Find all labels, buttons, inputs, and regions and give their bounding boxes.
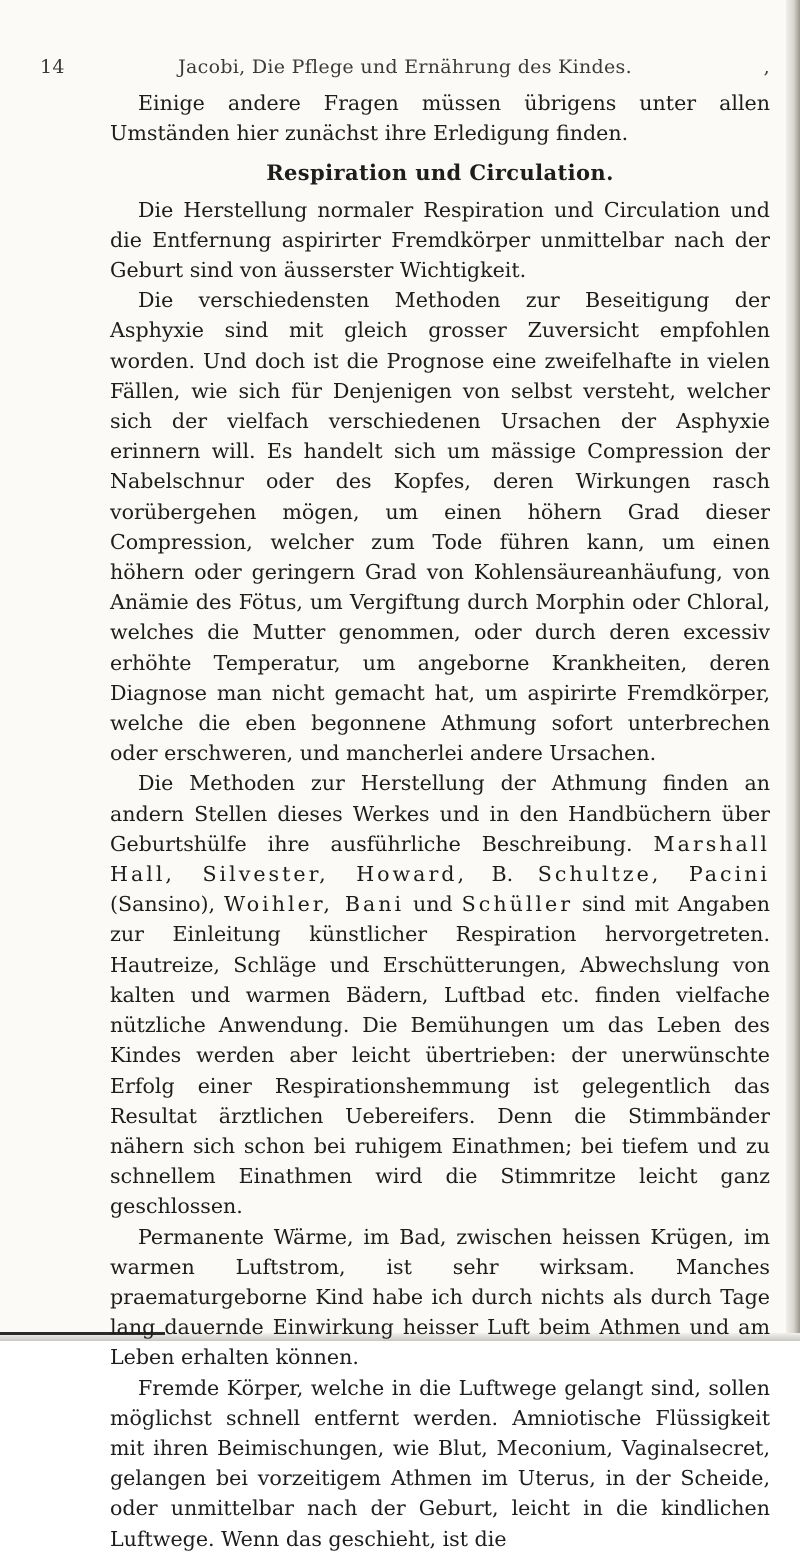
author-names-2: Schultze, Pacini xyxy=(537,862,771,887)
margin-mark: , xyxy=(763,56,770,78)
author-names-1: Marshall Hall, Silvester, Howard, xyxy=(110,831,771,887)
intro-paragraph: Einige andere Fragen müssen übrigens unter allen Umständen hier zunächst ihre Erledigung finden. xyxy=(110,91,770,146)
page-edge-shadow xyxy=(786,0,800,1341)
paragraph-3-text-2: B. xyxy=(491,862,514,887)
paragraph-2: Die verschiedensten Methoden zur Beseitigung der Asphyxie sind mit gleich grosser Zuversicht empfohlen worden. Und doch ist die Prognose eine zweifelhafte in vielen Fällen, wie sich für Denjenigen von selbst versteht, welcher sich der vielfach verschiedenen Ursachen der Asphyxie erinnern will. Es handelt sich um mässige Compression der Nabelschnur oder des Kopfes, deren Wirkungen rasch vorübergehen mögen, um einen höhern Grad dieser Compression, welcher zum Tode führen kann, um einen höhern oder geringern Grad von Kohlensäureanhäufung, von Anämie des Fötus, um Vergiftung durch Morphin oder Chloral, welches die Mutter genommen, oder durch deren excessiv erhöhte Temperatur, um angeborne Krankheiten, deren Diagnose man nicht gemacht hat, um aspirirte Fremdkörper, welche die eben begonnene Athmung sofort unterbrechen oder erschweren, und mancherlei andere Ursachen. xyxy=(110,288,770,766)
body-text xyxy=(110,88,770,1554)
paragraph-5: Fremde Körper, welche in die Luftwege gelangt sind, sollen möglichst schnell entfernt werden. Amniotische Flüssigkeit mit ihren Beimischungen, wie Blut, Meconium, Vaginalsecret, gelangen bei vorzeitigem Athmen im Uterus, in der Scheide, oder unmittelbar nach der Geburt, leicht in die kindlichen Luftwege. Wenn das geschieht, ist die xyxy=(110,1375,770,1551)
paragraph-1: Die Herstellung normaler Respiration und Circulation und die Entfernung aspirirter Fremdkörper unmittelbar nach der Geburt sind von äusserster Wichtigkeit. xyxy=(110,197,770,283)
paragraph-4: Permanente Wärme, im Bad, zwischen heissen Krügen, im warmen Luftstrom, ist sehr wirksam. Manches praematurgeborne Kind habe ich durch nichts als durch Tage lang dauernde Einwirkung heisser Luft beim Athmen und am Leben erhalten können. xyxy=(110,1224,770,1370)
author-names-4: Schüller xyxy=(461,892,574,917)
running-title: Jacobi, Die Pflege und Ernährung des Kindes. xyxy=(178,56,632,78)
author-names-3: Woihler, Bani xyxy=(224,892,405,917)
paragraph-3-text-5: sind mit Angaben zur Einleitung künstlicher Respiration hervorgetreten. Hautreize, Schläge und Erschütterungen, Abwechslung von kalten und warmen Bädern, Luftbad etc. finden vielfache nützliche Anwendung. Die Bemühungen um das Leben des Kindes werden aber leicht übertrieben: der unerwünschte Erfolg einer Respirationshemmung ist gelegentlich das Resultat ärztlichen Uebereifers. Denn die Stimmbänder nähern sich schon bei ruhigem Einathmen; bei tiefem und zu schnellem Einathmen wird die Stimmritze leicht ganz geschlossen. xyxy=(110,892,771,1219)
paragraph-3-text-3: (Sansino), xyxy=(110,892,216,917)
running-head xyxy=(40,52,770,82)
paragraph-3-text-1: Die Methoden zur Herstellung der Athmung finden an andern Stellen dieses Werkes und in den Handbüchern über Geburtshülfe ihre ausführliche Beschreibung. xyxy=(110,771,770,856)
paragraph-3 xyxy=(110,768,770,1221)
page-number: 14 xyxy=(40,56,65,78)
paragraph-3-text-4: und xyxy=(413,892,453,917)
section-heading: Respiration und Circulation. xyxy=(266,160,614,186)
